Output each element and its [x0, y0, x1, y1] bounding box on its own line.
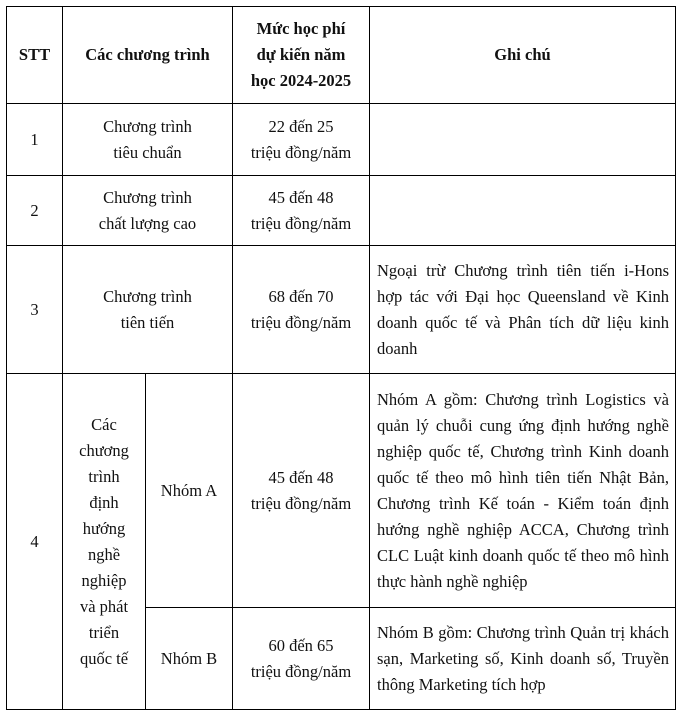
tuition-fee-table	[6, 6, 676, 710]
row-program: Chương trình tiên tiến	[63, 246, 233, 374]
row-program: Chương trình chất lượng cao	[63, 176, 233, 246]
table-row	[7, 246, 676, 374]
row-fee: 22 đến 25 triệu đồng/năm	[233, 104, 370, 176]
row-note	[370, 176, 676, 246]
group-name: Nhóm A	[146, 374, 233, 608]
table-row	[7, 176, 676, 246]
row-fee: 45 đến 48 triệu đồng/năm	[233, 176, 370, 246]
row-fee: 68 đến 70 triệu đồng/năm	[233, 246, 370, 374]
group-name: Nhóm B	[146, 608, 233, 710]
row-note	[370, 104, 676, 176]
row-stt: 4	[7, 374, 63, 710]
row-program: Các chương trình định hướng nghề nghiệp và phát triển quốc tế	[63, 374, 146, 710]
group-note: Nhóm B gồm: Chương trình Quản trị khách sạn, Marketing số, Kinh doanh số, Truyền thông Marketing tích hợp	[370, 608, 676, 710]
group-fee: 60 đến 65 triệu đồng/năm	[233, 608, 370, 710]
row-stt: 3	[7, 246, 63, 374]
header-note: Ghi chú	[370, 7, 676, 104]
table-row	[7, 104, 676, 176]
row-stt: 1	[7, 104, 63, 176]
group-note: Nhóm A gồm: Chương trình Logistics và quản lý chuỗi cung ứng định hướng nghề nghiệp quốc tế, Chương trình Kinh doanh quốc tế theo mô hình tiên tiến Nhật Bản, Chương trình Kế toán - Kiểm toán định hướng nghề nghiệp ACCA, Chương trình CLC Luật kinh doanh quốc tế theo mô hình thực hành nghề nghiệp	[370, 374, 676, 608]
header-row	[7, 7, 676, 104]
row-program: Chương trình tiêu chuẩn	[63, 104, 233, 176]
table-row	[7, 374, 676, 608]
header-fee: Mức học phí dự kiến năm học 2024-2025	[233, 7, 370, 104]
header-stt: STT	[7, 7, 63, 104]
group-fee: 45 đến 48 triệu đồng/năm	[233, 374, 370, 608]
header-program: Các chương trình	[63, 7, 233, 104]
row-note: Ngoại trừ Chương trình tiên tiến i-Hons hợp tác với Đại học Queensland về Kinh doanh quốc tế và Phân tích dữ liệu kinh doanh	[370, 246, 676, 374]
row-stt: 2	[7, 176, 63, 246]
